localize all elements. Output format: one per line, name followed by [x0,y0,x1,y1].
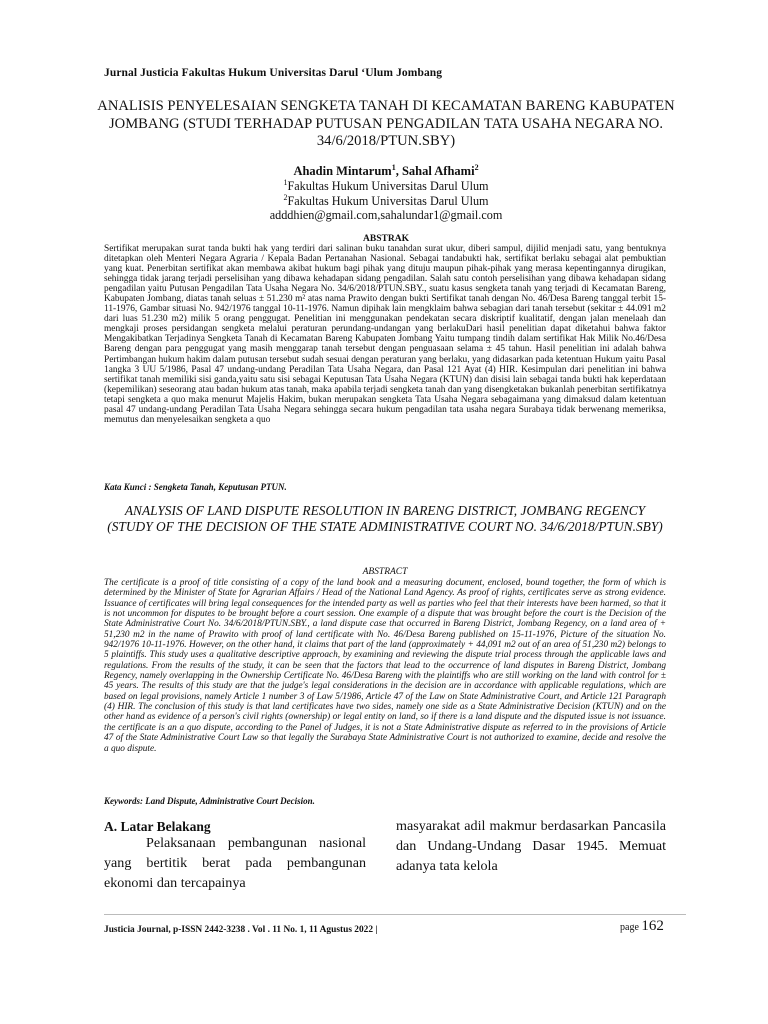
abstrak-heading: ABSTRAK [363,234,409,244]
section-heading: A. Latar Belakang [104,819,211,834]
page-number [620,918,664,935]
affiliation-1-sup: 1 [283,178,288,187]
body-paragraph-right: masyarakat adil makmur berdasarkan Pancasila dan Undang-Undang Dasar 1945. Memuat adanya tata kelola [396,818,666,874]
abstrak-body: Sertifikat merupakan surat tanda bukti hak yang terdiri dari salinan buku tanahdan surat ukur, diberi sampul, dijilid menjadi satu, yang bentuknya ditetapkan oleh Menteri Negara Agraria / Kepala Badan Pertanahan Nasional. Sebagai tandabukti hak, sertifikat berlaku sebagai alat pembuktian yang kuat. Penerbitan sertifikat akan membawa akibat hukum bagi pihak yang dituju maupun pihak-pihak yang merasa kepentingannya dirugikan, sehingga tidak jarang terjadi perselisihan yang dibawa kehadapan sidang pengadilan. Salah satu contoh perselisihan yang dibawa kehadapan sidang pengadilan yaitu Putusan Pengadilan Tata Usaha Negara No. 34/6/2018/PTUN.SBY., suatu kasus sengketa tanah yang terjadi di Kecamatan Bareng, Kabupaten Jombang, diatas tanah seluas ± 51.230 m² atas nama Prawito dengan bukti Sertifikat tanah dengan No. 46/Desa Bareng tanggal terbit 15-11-1976, Gambar situasi No. 942/1976 tanggal 10-11-1976. Namun dipihak lain mengklaim bahwa sebagian dari tanah tersebut (sekitar ± 44.091 m2 dari luas 51.230 m2) milik 5 orang penggugat. Penelitian ini menggunakan pendekatan secara diskriptif kualitatif, dengan jalan menelaah dan mengkaji proses persidangan sengketa melalui peraturan perundang-undangan yang berlakuDari hasil penelitian dapat diketahui bahwa faktor Mengakibatkan Terjadinya Sengketa Tanah di Kecamatan Bareng Kabupaten Jombang Yaitu tumpang tindih dalam sertifikat Hak Milik No.46/Desa Bareng dengan para penggugat yang masih menggarap tanah tersebut dengan penguasaan selama ± 45 tahun. Hasil penelitian ini adalah bahwa Pertimbangan hukum hakim dalam putusan tersebut sudah sesuai dengan peraturan yang berlaku, yang didasarkan pada ketentuan Hukum yaitu Pasal 1angka 3 UU 5/1986, Pasal 47 undang-undang Peradilan Tata Usaha Negara, dan Pasal 121 Ayat (4) HIR. Kesimpulan dari penelitian ini bahwa sertifikat tanah memiliki sisi ganda,yaitu satu sisi sebagai Keputusan Tata Usaha Negara (KTUN) dan disisi lain sebagai tanda bukti hak keperdataan (kepemilikan) seseorang atau badan hukum atas tanah, maka apabila terjadi sengketa tanah dan yang disengketakan bukanlah penerbitan sertifikatnya tetapi sengketa a quo maka menurut Majelis Hakim, bukan merupakan sengketa Tata Usaha Negara sebagaimana yang dimaksud dalam ketentuan pasal 47 undang-undang Peradilan Tata Usaha Negara sehingga secara hukum pengadilan tata usaha negara Surabaya tidak berwenang memeriksa, memutus dan menyelesaikan sengketa a quo [104,244,666,425]
affiliation-2-text: Fakultas Hukum Universitas Darul Ulum [287,194,489,209]
author-1-sup: 1 [391,163,396,172]
footer-citation: Justicia Journal, p-ISSN 2442-3238 . Vol . 11 No. 1, 11 Agustus 2022 | [104,925,378,935]
affiliation-1 [96,178,676,194]
affiliation-2-sup: 2 [283,193,288,202]
paper-title-indonesian: ANALISIS PENYELESAIAN SENGKETA TANAH DI KECAMATAN BARENG KABUPATEN JOMBANG (STUDI TERHADAP PUTUSAN PENGADILAN TATA USAHA NEGARA NO. 34/6/2018/PTUN.SBY) [97,98,675,149]
abstract-heading: ABSTRACT [362,567,408,577]
author-2: Sahal Afhami [401,164,475,179]
body-paragraph-left: Pelaksanaan pembangunan nasional yang bertitik berat pada pembangunan ekonomi dan tercapainya [104,835,366,891]
affiliation-1-text: Fakultas Hukum Universitas Darul Ulum [287,179,489,194]
author-emails: adddhien@gmail.com,sahalundar1@gmail.com [269,208,503,222]
body-column-left [104,833,366,893]
paper-title-english: ANALYSIS OF LAND DISPUTE RESOLUTION IN BARENG DISTRICT, JOMBANG REGENCY (STUDY OF THE DECISION OF THE STATE ADMINISTRATIVE COURT NO. 34/6/2018/PTUN.SBY) [107,503,663,535]
affiliation-2 [96,193,676,209]
journal-header: Jurnal Justicia Fakultas Hukum Universitas Darul ‘Ulum Jombang [104,67,443,79]
keywords: Keywords: Land Dispute, Administrative Court Decision. [104,796,315,806]
author-1: Ahadin Mintarum [293,164,392,179]
kata-kunci: Kata Kunci : Sengketa Tanah, Keputusan PTUN. [104,482,287,492]
page-label: page [620,922,642,933]
abstract-body: The certificate is a proof of title consisting of a copy of the land book and a measuring document, enclosed, bound together, the form of which is determined by the Minister of State for Agrarian Affairs / Head of the National Land Agency. As proof of rights, certificates serve as strong evidence. Issuance of certificates will bring legal consequences for the intended party as well as parties who feel that their interests have been harmed, so that it is not uncommon for disputes to be brought before a court session. One example of a dispute that was brought before the court is the Decision of the State Administrative Court No. 34/6/2018/PTUN.SBY., a land dispute case that occurred in Bareng District, Jombang Regency, on a land area of + 51,230 m2 in the name of Prawito with proof of land certificate with No. 46/Desa Bareng published on 15-11-1976, Picture of the situation No. 942/1976 10-11-1976. However, on the other hand, it claims that part of the land (approximately + 44,091 m2 out of an area of 51,230 m2) belongs to 5 plaintiffs. This study uses a qualitative descriptive approach, by examining and reviewing the dispute trial process through the applicable laws and regulations. From the results of the study, it can be seen that the factors that lead to the occurrence of land disputes in Bareng District, Jombang Regency, namely overlapping in the Ownership Certificate No. 46/Desa Bareng with the plaintiffs who are still working on the land with control for ± 45 years. The results of this study are that the judge's legal considerations in the decision are in accordance with applicable regulations, which are based on legal provisions, namely Article 1 number 3 of Law 5/1986, Article 47 of the Law on State Administrative Court, and Article 121 Paragraph (4) HIR. The conclusion of this study is that land certificates have two sides, namely one side as a State Administrative Decision (KTUN) and on the other hand as evidence of a person's civil rights (ownership) or legal entity on land, so if there is a land dispute and the disputed issue is not issuance. the certificate is an a quo dispute, according to the Panel of Judges, it is not a State Administrative dispute as referred to in the provisions of Article 47 of the State Administrative Court Law so that legally the Surabaya State Administrative Court is not authorized to examine, decide and resolve the a quo dispute. [104,578,666,754]
page-number-value: 162 [641,918,664,934]
author-2-sup: 2 [474,163,479,172]
body-column-right [396,816,666,876]
footer-divider [104,914,686,915]
author-line [96,163,676,179]
author-separator: , [395,164,402,179]
